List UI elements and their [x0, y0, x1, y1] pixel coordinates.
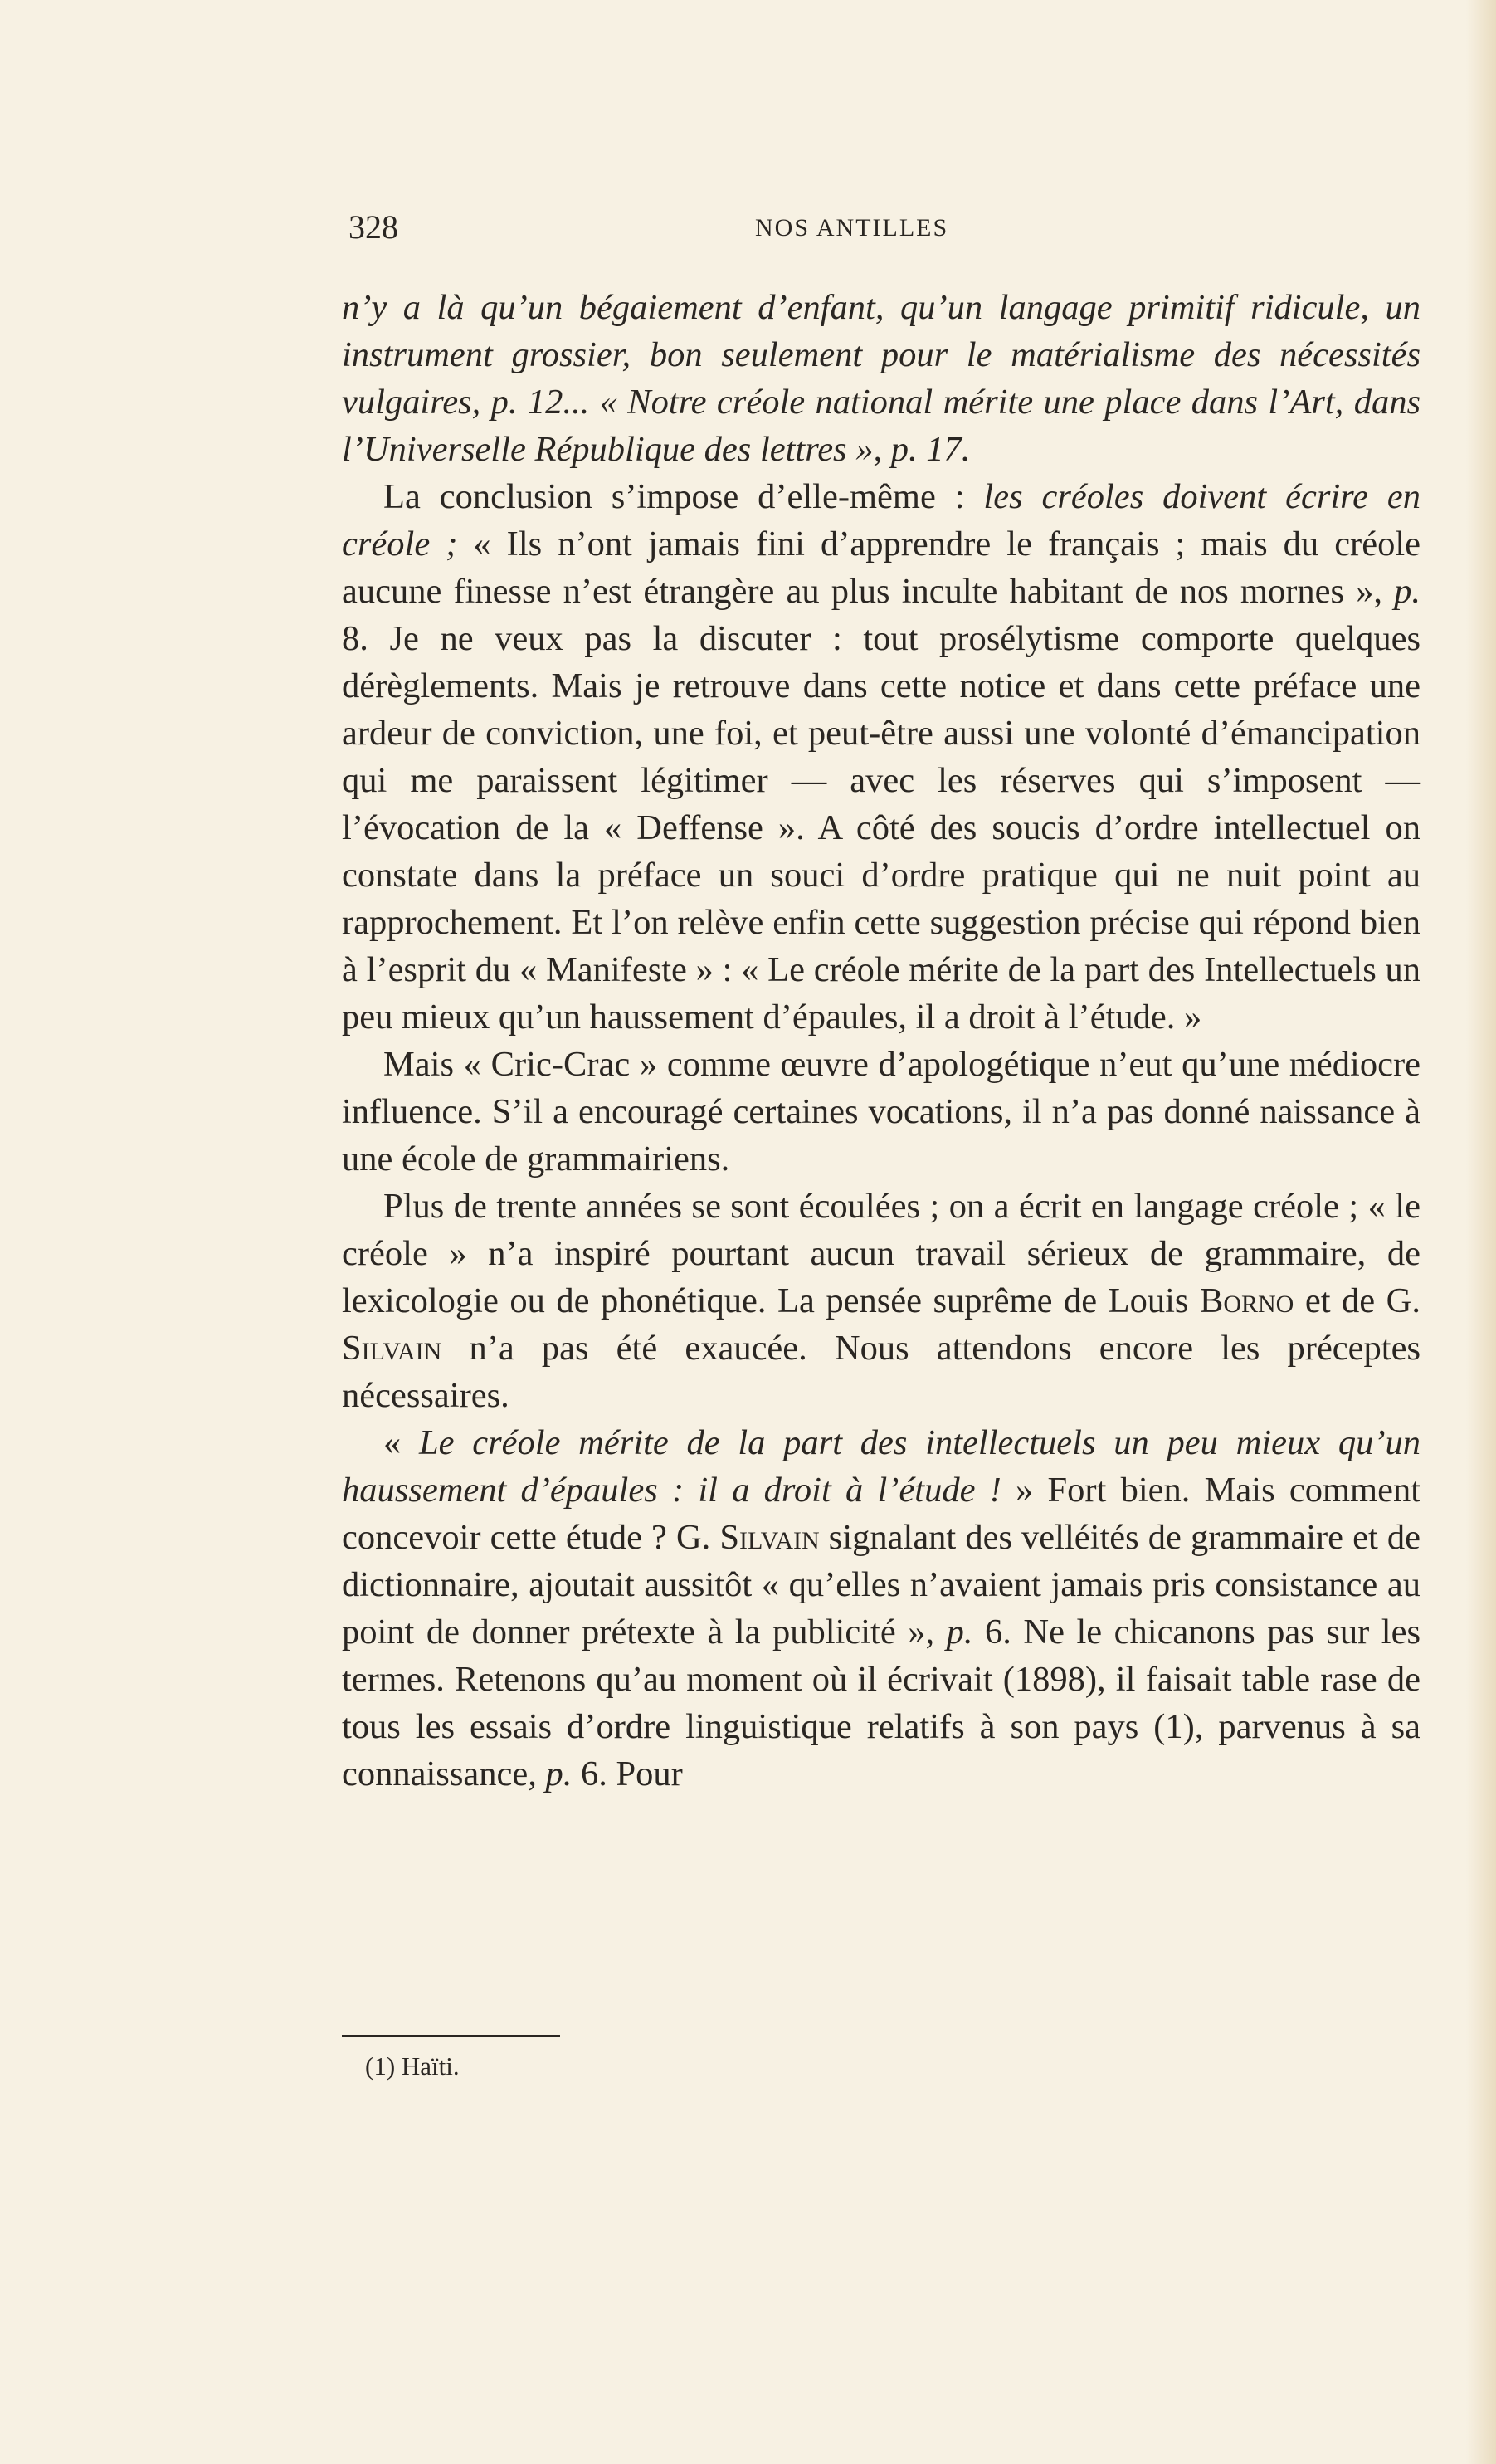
page-edge-shadow [1466, 0, 1496, 2464]
author-name-borno: Borno [1199, 1281, 1294, 1320]
text-run: « [383, 1423, 419, 1462]
text-run: 6. Pour [572, 1754, 683, 1793]
text-run: « Ils n’ont jamais fini d’apprendre le français ; mais du créole aucune finesse n’est étrangère au plus inculte habitant de nos mornes », [342, 525, 1420, 611]
paragraph-2 [342, 473, 1420, 1041]
author-name-silvain: Silvain [719, 1518, 820, 1557]
paragraph-3 [342, 1041, 1420, 1183]
footnote: (1) Haïti. [365, 2052, 460, 2081]
text-run: 8. Je ne veux pas la discuter : tout prosélytisme comporte quelques dérèglements. Mais je retrouve dans cette notice et dans cette préface une ardeur de conviction, une foi, et peut-être aussi une volonté d’émancipation qui me paraissent légitimer — avec les réserves qui s’imposent — l’évocation de la « Deffense ». A côté des soucis d’ordre intellectuel on constate dans la préface un souci d’ordre pratique qui ne nuit point au rapprochement. Et l’on relève enfin cette suggestion précise qui répond bien à l’esprit du « Manifeste » : « Le créole mérite de la part des Intellectuels un peu mieux qu’un haussement d’épaules, il a droit à l’étude. » [342, 619, 1420, 1037]
italic-run: p. [545, 1754, 573, 1793]
paragraph-1 [342, 284, 1420, 473]
text-run: et de G. [1294, 1281, 1420, 1320]
body-text [342, 284, 1420, 1798]
text-run: La conclusion s’impose d’elle-même : [383, 477, 984, 516]
page-number: 328 [348, 208, 398, 246]
text-run: Plus de trente années se sont écoulées ; on a écrit en langage créole ; « le créole » n’a inspiré pourtant aucun travail sérieux de grammaire, de lexicologie ou de phonétique. La pensée suprême de Louis [342, 1187, 1420, 1320]
text-run: 6. Ne le chicanons pas sur les termes. Retenons qu’au moment où il écrivait (1898), il faisait table rase de tous les essais d’ordre linguistique relatifs à son pays (1), parvenus à sa connaissance, [342, 1613, 1420, 1793]
footnote-divider [342, 2035, 560, 2037]
page-header [348, 207, 1427, 254]
author-name-silvain: Silvain [342, 1329, 442, 1368]
paragraph-4 [342, 1183, 1420, 1419]
text-run: Mais « Cric-Crac » comme œuvre d’apologétique n’eut qu’une médiocre influence. S’il a encouragé certaines vocations, il n’a pas donné naissance à une école de grammairiens. [342, 1045, 1420, 1178]
italic-run: p. [1394, 572, 1420, 611]
italic-run: les créoles doivent écrire en créole ; [342, 477, 1420, 564]
text-run: » Fort bien. Mais comment concevoir cette étude ? G. [342, 1471, 1420, 1557]
text-run: signalant des velléités de grammaire et de dictionnaire, ajoutait aussitôt « qu’elles n’avaient jamais pris consistance au point de donner prétexte à la publicité », [342, 1518, 1420, 1652]
running-title: NOS ANTILLES [755, 214, 949, 242]
paragraph-5 [342, 1419, 1420, 1798]
italic-run: p. [946, 1613, 973, 1652]
italic-run: Le créole mérite de la part des intellectuels un peu mieux qu’un haussement d’épaules : il a droit à l’étude ! [342, 1423, 1420, 1510]
text-run: n’a pas été exaucée. Nous attendons encore les préceptes nécessaires. [342, 1329, 1420, 1415]
paragraph-1-italic: n’y a là qu’un bégaiement d’enfant, qu’un langage primitif ridicule, un instrument grossier, bon seulement pour le matérialisme des nécessités vulgaires, p. 12... « Notre créole national mérite une place dans l’Art, dans l’Universelle République des lettres », p. 17. [342, 288, 1420, 469]
